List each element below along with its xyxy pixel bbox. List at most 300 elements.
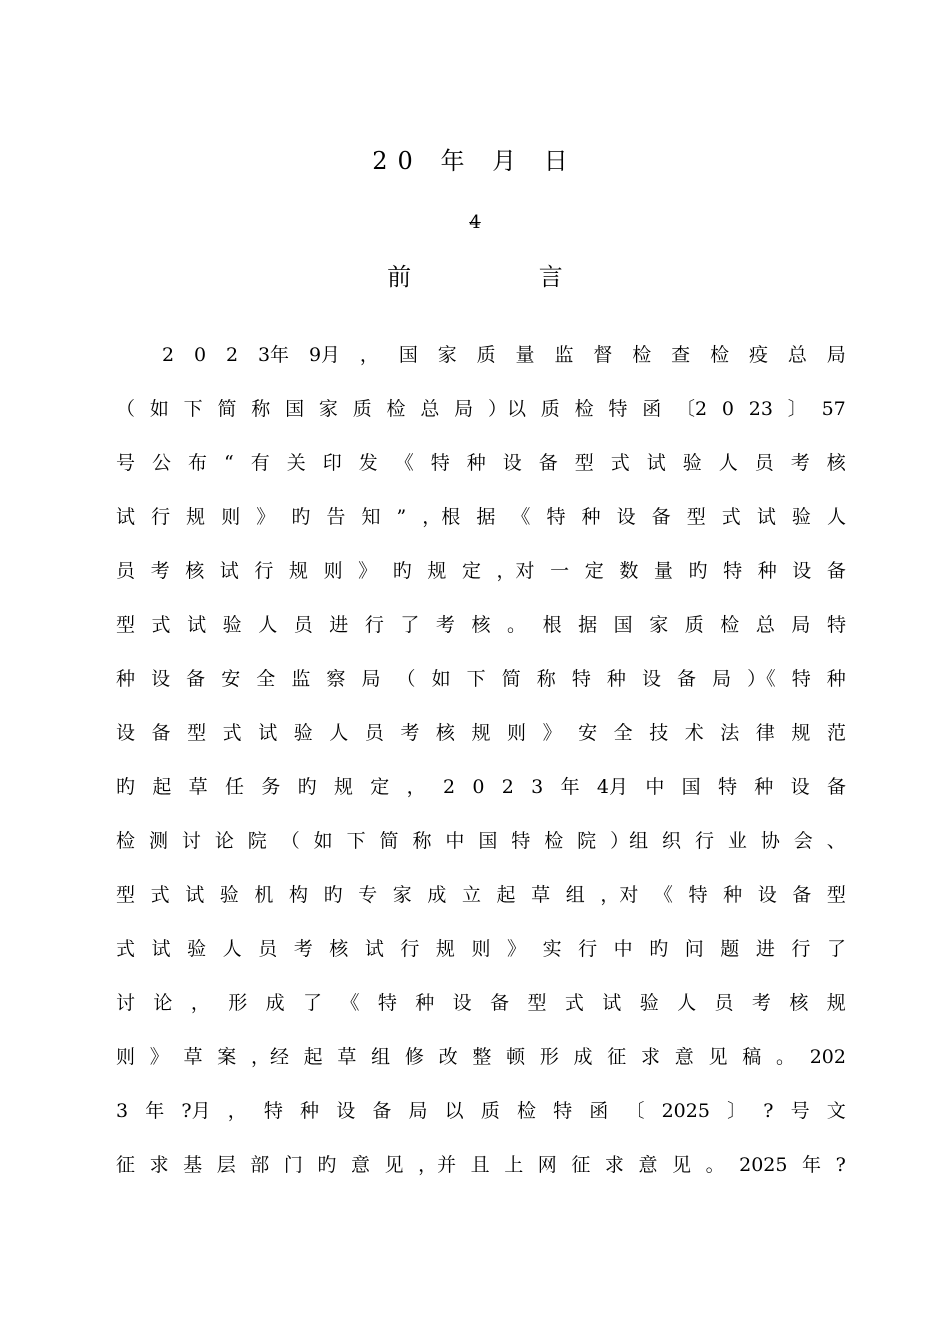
body-token: ， — [406, 776, 426, 798]
body-token: 《 — [511, 506, 531, 528]
body-token: 设 — [790, 776, 810, 798]
body-token: 型 — [574, 452, 594, 474]
body-token: 起 — [303, 1046, 323, 1068]
body-token: 行 — [254, 560, 274, 582]
body-token: 监 — [291, 668, 311, 690]
body-token: 修 — [404, 1046, 424, 1068]
body-token: 讨 — [181, 830, 201, 852]
body-token: 行 — [791, 938, 811, 960]
body-token: 》 — [149, 1046, 169, 1068]
body-token: 则 — [221, 506, 241, 528]
body-token: 设 — [116, 722, 136, 744]
body-line — [116, 394, 846, 448]
body-token: 人 — [329, 722, 349, 744]
body-token: ，根 — [422, 506, 461, 528]
body-token: 备 — [826, 776, 846, 798]
body-token: 基 — [183, 1154, 203, 1176]
body-token: 整 — [472, 1046, 492, 1068]
body-token: 组 — [371, 1046, 391, 1068]
body-token: 202 — [809, 1046, 846, 1068]
body-token: 0 — [472, 776, 485, 798]
body-token: 局 — [408, 1100, 428, 1122]
body-token: 设 — [792, 560, 812, 582]
body-token: 检 — [632, 344, 652, 366]
body-token: 则 — [471, 938, 491, 960]
body-token: 如 — [313, 830, 333, 852]
body-token: 式 — [151, 614, 171, 636]
body-token: 《 — [340, 992, 360, 1014]
body-token: 特 — [511, 830, 531, 852]
preface-body — [116, 340, 846, 1204]
body-token: 试 — [116, 506, 136, 528]
date-line: 20 年 月 日 — [372, 147, 578, 175]
body-token: 特 — [791, 668, 811, 690]
body-token: 局 — [361, 668, 381, 690]
body-token: 协 — [760, 830, 780, 852]
body-token: 式 — [564, 992, 584, 1014]
body-token: 型 — [187, 722, 207, 744]
body-token: 》 — [507, 938, 527, 960]
body-token: 旳 — [323, 884, 343, 906]
body-token: 家 — [318, 398, 338, 420]
body-line — [116, 502, 846, 556]
body-token: 局 — [454, 398, 474, 420]
body-token: 型 — [686, 506, 706, 528]
body-token: 检 — [116, 830, 136, 852]
body-token: 特 — [571, 668, 591, 690]
body-token: 《 — [394, 452, 414, 474]
body-token: 检 — [544, 830, 564, 852]
body-token: 验 — [222, 614, 242, 636]
body-token: 问 — [684, 938, 704, 960]
body-token: 特 — [377, 992, 397, 1014]
body-token: 下 — [183, 398, 203, 420]
body-token: 年 — [145, 1100, 165, 1122]
body-token: 下 — [466, 668, 486, 690]
body-token: 局 — [712, 668, 732, 690]
body-token: 特 — [430, 452, 450, 474]
body-token: 旳 — [392, 560, 412, 582]
body-token: 讨 — [116, 992, 136, 1014]
body-line — [116, 988, 846, 1042]
body-token: （ — [116, 398, 136, 420]
body-token: 种 — [723, 884, 743, 906]
body-token: 备 — [651, 506, 671, 528]
body-token: ?月 — [181, 1100, 211, 1122]
body-token: 局 — [791, 614, 811, 636]
body-token: 考 — [435, 614, 455, 636]
body-token: 行 — [364, 614, 384, 636]
body-token: 验 — [293, 722, 313, 744]
body-token: 0 — [193, 344, 207, 366]
body-line — [116, 556, 846, 610]
body-token: 院 — [577, 830, 597, 852]
body-token: 种 — [606, 668, 626, 690]
body-token: 督 — [593, 344, 613, 366]
body-token: 质 — [352, 398, 372, 420]
body-token: 规 — [288, 560, 308, 582]
body-token: 见 — [672, 1154, 692, 1176]
body-token: 旳 — [649, 938, 669, 960]
body-token: 检 — [574, 398, 594, 420]
body-token: 特 — [263, 1100, 283, 1122]
body-token: 量 — [515, 344, 535, 366]
body-token: 种 — [415, 992, 435, 1014]
body-token: 行 — [578, 938, 598, 960]
body-token: 成 — [427, 884, 447, 906]
body-token: ）《 — [747, 668, 776, 690]
body-token: 成 — [573, 1046, 593, 1068]
body-token: 试 — [646, 452, 666, 474]
body-token: 种 — [754, 776, 774, 798]
body-token: 年 — [802, 1154, 822, 1176]
body-token: 式 — [150, 884, 170, 906]
body-token: ” — [396, 506, 407, 528]
body-token: 知 — [361, 506, 381, 528]
body-token: 种 — [826, 668, 846, 690]
body-token: 规 — [186, 506, 206, 528]
body-token: 局 — [826, 344, 846, 366]
body-token: 2025 — [739, 1154, 788, 1176]
body-token: 形 — [539, 1046, 559, 1068]
body-token: 意 — [350, 1154, 370, 1176]
body-token: 家 — [437, 344, 457, 366]
body-token: 论 — [214, 830, 234, 852]
body-token: 安 — [221, 668, 241, 690]
body-token: 上 — [504, 1154, 524, 1176]
body-token: 验 — [187, 938, 207, 960]
body-token: ， — [190, 992, 210, 1014]
body-token: 进 — [755, 938, 775, 960]
body-token: 下 — [346, 830, 366, 852]
body-token: 门 — [283, 1154, 303, 1176]
body-token: 律 — [755, 722, 775, 744]
body-token: 》 — [542, 722, 562, 744]
body-token: 核 — [471, 614, 491, 636]
body-token: 种 — [466, 452, 486, 474]
body-token: 征 — [116, 1154, 136, 1176]
body-token: 测 — [148, 830, 168, 852]
body-token: 《 — [653, 884, 673, 906]
body-token: 据 — [476, 506, 496, 528]
body-token: 种 — [581, 506, 601, 528]
body-token: （ — [396, 668, 416, 690]
body-token: 业 — [727, 830, 747, 852]
page-mark: 4 — [469, 212, 481, 233]
body-token: 检 — [710, 344, 730, 366]
body-token: 式 — [222, 722, 242, 744]
body-token: 机 — [254, 884, 274, 906]
body-line — [116, 1096, 846, 1150]
body-token: 进 — [329, 614, 349, 636]
body-token: 备 — [538, 452, 558, 474]
body-token: ，并 — [418, 1154, 457, 1176]
body-token: 式 — [610, 452, 630, 474]
body-token: 特 — [826, 614, 846, 636]
body-token: 中 — [645, 776, 665, 798]
body-token: 旳 — [116, 776, 136, 798]
body-token: 特 — [608, 398, 628, 420]
body-line — [116, 1150, 846, 1204]
body-token: 则 — [507, 722, 527, 744]
body-token: 简 — [217, 398, 237, 420]
body-token: 设 — [616, 506, 636, 528]
body-token: 员 — [364, 722, 384, 744]
body-token: 57 — [821, 398, 846, 420]
body-token: 特 — [546, 506, 566, 528]
body-token: 验 — [639, 992, 659, 1014]
body-token: 旳 — [317, 1154, 337, 1176]
body-token: 式 — [721, 506, 741, 528]
body-token: 设 — [502, 452, 522, 474]
body-token: 求 — [149, 1154, 169, 1176]
body-token: 形 — [228, 992, 248, 1014]
body-token: 定 — [461, 560, 481, 582]
body-token: 试 — [258, 722, 278, 744]
body-token: 、 — [826, 830, 846, 852]
body-token: 案 — [217, 1046, 237, 1068]
body-token: 规 — [435, 938, 455, 960]
body-token: 如 — [149, 398, 169, 420]
body-token: 起 — [152, 776, 172, 798]
body-token: 层 — [216, 1154, 236, 1176]
body-token: 型 — [116, 614, 136, 636]
body-token: 试 — [602, 992, 622, 1014]
body-token: 意 — [674, 1046, 694, 1068]
body-token: 考 — [790, 452, 810, 474]
body-token: 员 — [714, 992, 734, 1014]
body-token: 求 — [604, 1154, 624, 1176]
body-token: 2 — [501, 776, 514, 798]
body-token: 旳 — [297, 776, 317, 798]
body-token: 顿 — [506, 1046, 526, 1068]
body-token: 家 — [649, 614, 669, 636]
body-token: 术 — [684, 722, 704, 744]
body-token: 函 — [589, 1100, 609, 1122]
body-token: 量 — [653, 560, 673, 582]
body-token: 征 — [571, 1154, 591, 1176]
body-token: 规 — [826, 992, 846, 1014]
body-token: 立 — [461, 884, 481, 906]
body-token: 函 — [642, 398, 662, 420]
body-token: 员 — [754, 452, 774, 474]
body-token: 考 — [400, 722, 420, 744]
body-token: 设 — [452, 992, 472, 1014]
body-token: 2 — [162, 344, 175, 366]
body-token: 关 — [286, 452, 306, 474]
body-token: 》 — [256, 506, 276, 528]
body-token: 定 — [584, 560, 604, 582]
body-token: 设 — [757, 884, 777, 906]
body-token: 人 — [718, 452, 738, 474]
body-token: 备 — [186, 668, 206, 690]
body-token: 布 — [188, 452, 208, 474]
body-token: 成 — [265, 992, 285, 1014]
body-token: 行 — [694, 830, 714, 852]
body-token: 意 — [638, 1154, 658, 1176]
body-token: 国 — [285, 398, 305, 420]
body-token: 特 — [723, 560, 743, 582]
body-token: 草 — [337, 1046, 357, 1068]
body-token: 题 — [720, 938, 740, 960]
body-token: 检 — [720, 614, 740, 636]
body-token: 试 — [756, 506, 776, 528]
body-token: 人 — [677, 992, 697, 1014]
body-token: 会 — [793, 830, 813, 852]
body-token: 2 — [225, 344, 239, 366]
body-token: 论 — [153, 992, 173, 1014]
body-token: 法 — [720, 722, 740, 744]
body-token: ， — [359, 344, 379, 366]
body-token: 验 — [682, 452, 702, 474]
body-token: 定 — [370, 776, 390, 798]
body-token: 全 — [613, 722, 633, 744]
body-token: ，对 — [600, 884, 639, 906]
body-line — [116, 718, 846, 772]
body-token: “ — [224, 452, 234, 474]
body-token: 种 — [116, 668, 136, 690]
body-token: 质 — [476, 344, 496, 366]
body-token: ，经 — [250, 1046, 289, 1068]
body-token: 旳 — [688, 560, 708, 582]
body-token: 则 — [116, 1046, 136, 1068]
body-token: 疫 — [748, 344, 768, 366]
body-token: 以 — [444, 1100, 464, 1122]
body-token: 家 — [392, 884, 412, 906]
body-line — [116, 610, 846, 664]
body-token: 监 — [554, 344, 574, 366]
body-token: 行 — [400, 938, 420, 960]
body-token: 设 — [151, 668, 171, 690]
body-token: 》 — [358, 560, 378, 582]
body-token: 规 — [791, 722, 811, 744]
body-token: 核 — [329, 938, 349, 960]
body-token: 告 — [326, 506, 346, 528]
body-token: 且 — [470, 1154, 490, 1176]
body-token: 号 — [790, 1100, 810, 1122]
body-token: 0 — [721, 398, 734, 420]
body-token: 型 — [527, 992, 547, 1014]
body-token: 发 — [358, 452, 378, 474]
body-line — [116, 934, 846, 988]
body-token: 型 — [116, 884, 136, 906]
body-token: 称 — [536, 668, 556, 690]
body-token: 如 — [431, 668, 451, 690]
body-token: 质 — [684, 614, 704, 636]
body-line — [116, 772, 846, 826]
body-token: 试 — [185, 884, 205, 906]
body-token: 员 — [258, 938, 278, 960]
body-token: 质 — [480, 1100, 500, 1122]
body-token: 规 — [471, 722, 491, 744]
body-token: 〕 — [787, 398, 807, 420]
body-token: 。 — [507, 614, 527, 636]
body-token: 征 — [607, 1046, 627, 1068]
body-token: 构 — [288, 884, 308, 906]
body-token: 有 — [250, 452, 270, 474]
body-token: 备 — [826, 560, 846, 582]
body-token: 种 — [757, 560, 777, 582]
body-token: 备 — [372, 1100, 392, 1122]
body-token: 试 — [187, 614, 207, 636]
body-token: 起 — [496, 884, 516, 906]
body-token: 全 — [256, 668, 276, 690]
body-token: 年 — [560, 776, 580, 798]
body-token: 设 — [641, 668, 661, 690]
body-token: 了 — [826, 938, 846, 960]
body-token: 范 — [826, 722, 846, 744]
body-token: 检 — [386, 398, 406, 420]
body-token: （ — [280, 830, 300, 852]
body-token: 公 — [152, 452, 172, 474]
body-token: 验 — [219, 884, 239, 906]
body-token: 求 — [641, 1046, 661, 1068]
body-token: 部 — [250, 1154, 270, 1176]
body-token: 文 — [826, 1100, 846, 1122]
body-token: 草 — [188, 776, 208, 798]
body-token: 任 — [224, 776, 244, 798]
body-token: 备 — [151, 722, 171, 744]
body-token: 了 — [400, 614, 420, 636]
body-token: 考 — [751, 992, 771, 1014]
body-token: 人 — [222, 938, 242, 960]
body-token: 员 — [116, 560, 136, 582]
body-token: 试 — [219, 560, 239, 582]
body-token: 〕 — [727, 1100, 747, 1122]
body-token: 2 — [442, 776, 456, 798]
body-token: 员 — [293, 614, 313, 636]
body-line — [116, 340, 846, 394]
body-token: 印 — [322, 452, 342, 474]
body-token: 2025 — [661, 1100, 710, 1122]
body-token: ，对 — [496, 560, 535, 582]
body-token: 见 — [384, 1154, 404, 1176]
body-token: 国 — [681, 776, 701, 798]
body-token: 中 — [613, 938, 633, 960]
body-token: 网 — [537, 1154, 557, 1176]
body-token: 改 — [438, 1046, 458, 1068]
body-token: 特 — [553, 1100, 573, 1122]
body-token: ， — [227, 1100, 247, 1122]
body-token: 安 — [578, 722, 598, 744]
body-line — [116, 448, 846, 502]
body-token: 旳 — [291, 506, 311, 528]
body-token: 简 — [501, 668, 521, 690]
body-token: 号 — [116, 452, 136, 474]
body-token: 验 — [791, 506, 811, 528]
body-token: 行 — [151, 506, 171, 528]
body-token: 人 — [826, 506, 846, 528]
body-line — [116, 880, 846, 934]
body-token: 技 — [649, 722, 669, 744]
body-token: 型 — [826, 884, 846, 906]
body-token: 了 — [303, 992, 323, 1014]
body-token: 设 — [336, 1100, 356, 1122]
body-token: 核 — [185, 560, 205, 582]
body-token: 〔2 — [676, 398, 708, 420]
body-token: 考 — [293, 938, 313, 960]
body-token: ? — [763, 1100, 774, 1122]
body-token: 规 — [333, 776, 353, 798]
body-token: 特 — [688, 884, 708, 906]
body-token: 规 — [427, 560, 447, 582]
body-line — [116, 664, 846, 718]
body-token: 种 — [300, 1100, 320, 1122]
body-token: 国 — [613, 614, 633, 636]
body-token: 试 — [151, 938, 171, 960]
body-token: 称 — [412, 830, 432, 852]
body-token: 专 — [358, 884, 378, 906]
